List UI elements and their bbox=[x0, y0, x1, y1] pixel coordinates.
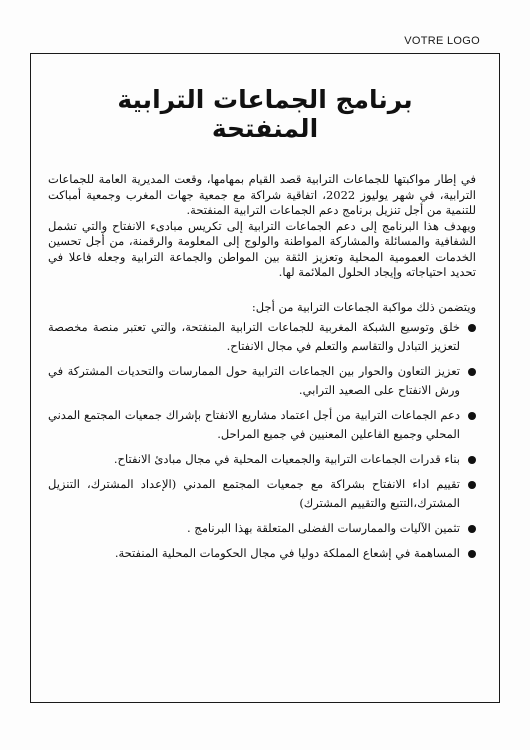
list-item bbox=[48, 318, 476, 356]
list-item bbox=[48, 544, 476, 563]
list-lead: ويتضمن ذلك مواكبة الجماعات الترابية من أجل: bbox=[251, 300, 476, 314]
bullet-icon bbox=[468, 481, 476, 489]
list-item bbox=[48, 450, 476, 469]
list-item-text: تقييم اداء الانفتاح بشراكة مع جمعيات المجتمع المدني (الإعداد المشترك، التنزيل المشترك،التتبع والتقييم المشترك) bbox=[48, 477, 460, 510]
list-item-text: بناء قدرات الجماعات الترابية والجمعيات المحلية في مجال مبادئ الانفتاح. bbox=[113, 452, 460, 466]
list-item-text: دعم الجماعات الترابية من أجل اعتماد مشاريع الانفتاح بإشراك جمعيات المجتمع المدني المحلي وجميع الفاعلين المعنيين في جميع المراحل. bbox=[48, 408, 460, 441]
list-item bbox=[48, 475, 476, 513]
objectives-list bbox=[48, 318, 476, 569]
bullet-icon bbox=[468, 324, 476, 332]
list-item-text: تثمين الآليات والممارسات الفضلى المتعلقة بهذا البرنامج . bbox=[187, 521, 460, 535]
intro-paragraph-2: ويهدف هذا البرنامج إلى دعم الجماعات الترابية إلى تكريس مبادىء الانفتاح والتي تشمل الشفافية والمسائلة والمشاركة المواطنة والولوج إلى المعلومة والرقمنة، من أجل تحسين الخدمات العمومية المحلية وتعزيز الثقة بين المواطن والجماعة الترابية وجعله فاعلا في تحديد احتياجاته وإيجاد الحلول الملائمة لها. bbox=[48, 218, 476, 279]
logo-placeholder: VOTRE LOGO bbox=[404, 35, 480, 47]
intro-section bbox=[48, 172, 476, 281]
bullet-icon bbox=[468, 456, 476, 464]
bullet-icon bbox=[468, 525, 476, 533]
list-item-text: خلق وتوسيع الشبكة المغربية للجماعات الترابية المنفتحة، والتي تعتبر منصة مخصصة لتعزيز التبادل والتقاسم والتعلم في مجال الانفتاح. bbox=[48, 320, 460, 353]
list-item bbox=[48, 519, 476, 538]
bullet-icon bbox=[468, 368, 476, 376]
bullet-icon bbox=[468, 550, 476, 558]
intro-paragraph-1: في إطار مواكبتها للجماعات الترابية قصد القيام بمهامها، وقعت المديرية العامة للجماعات الترابية، في شهر يوليوز 2022، اتفاقية شراكة مع جمعية جهات المغرب وجمعية أمباكت للتنمية من أجل تنزيل برنامج دعم الجماعات الترابية المنفتحة. bbox=[48, 172, 476, 217]
list-item bbox=[48, 406, 476, 444]
list-item bbox=[48, 362, 476, 400]
list-item-text: تعزيز التعاون والحوار بين الجماعات الترابية حول الممارسات والتحديات المشتركة في ورش الانفتاح على الصعيد الترابي. bbox=[48, 364, 460, 397]
page-title: برنامج الجماعات الترابية المنفتحة bbox=[117, 85, 413, 143]
bullet-icon bbox=[468, 412, 476, 420]
list-item-text: المساهمة في إشعاع المملكة دوليا في مجال الحكومات المحلية المنفتحة. bbox=[114, 546, 460, 560]
